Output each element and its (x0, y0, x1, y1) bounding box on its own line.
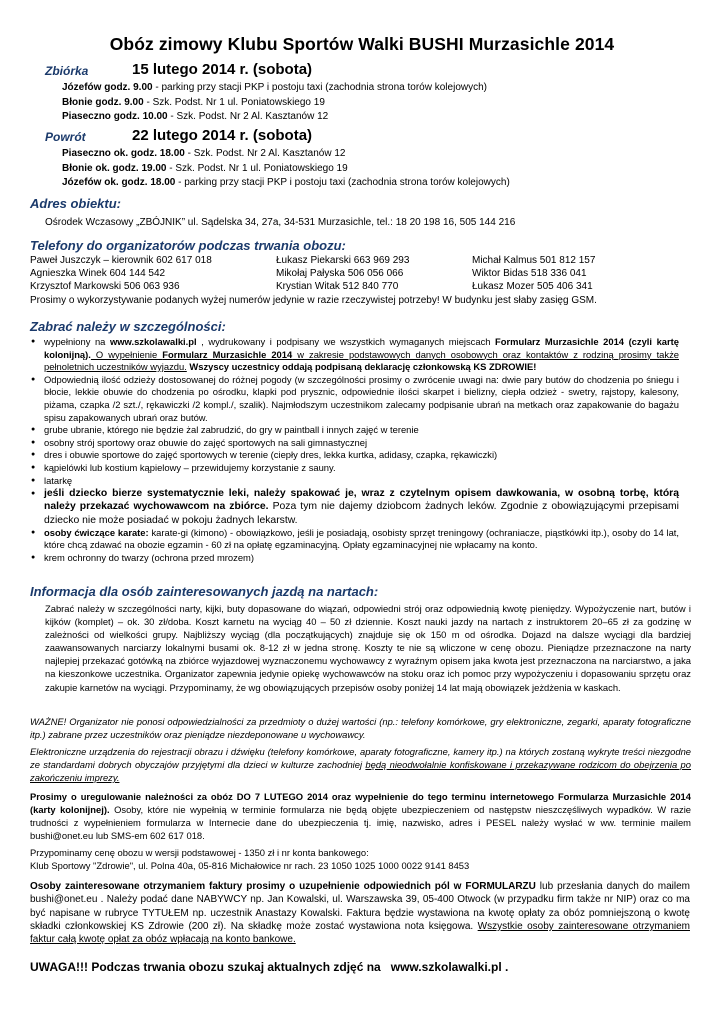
item-text: Poza tym nie dajemy dziobcom żadnych leków. Zgodnie z obowiązującymi przepisami dziecko nie może posiadać w pokoju żadnych lekarstw. (44, 501, 679, 526)
list-item: ● grube ubranie, którego nie będzie żal zabrudzić, do gry w paintball i innych zajęć w terenie (31, 424, 679, 437)
zbiorka-place: Błonie godz. 9.00 (62, 97, 144, 108)
list-item (31, 336, 679, 374)
cena-text (30, 846, 691, 872)
item-text: wypełniony na (44, 336, 110, 347)
telefony-heading: Telefony do organizatorów podczas trwania obozu: (30, 238, 346, 253)
item-text: karate-gi (kimono) - obowiązkowo, jeśli je posiadają, osobisty sprzęt treningowy (ochraniacze, piąstkówki itp.), osoby do 14 lat, które chcą zdawać na obozie egzamin - 60 zł na opłatę egzaminacyjną. Opłaty egzaminacyjnej nie wpłacamy na konto. (44, 526, 679, 551)
item-text: O wypełnienie (90, 348, 163, 360)
powrot-item (62, 148, 345, 159)
contact-entry: Łukasz Mozer 505 406 341 (472, 281, 593, 293)
zabrac-heading: Zabrać należy w szczególności: (30, 319, 226, 334)
powrot-place: Piaseczno ok. godz. 18.00 (62, 148, 185, 159)
website-link[interactable]: www.szkolawalki.pl . (390, 960, 509, 974)
item-text: w zakresie podstawowych danych osobowych oraz kontaktów z rodziną prosimy także pełnoletnich uczestników wyjazdu. (44, 348, 679, 373)
list-item: ● osobny strój sportowy oraz obuwie do zajęć sportowych na sali gimnastycznej (31, 437, 679, 450)
platnosci-text (30, 790, 691, 842)
list-item: ● latarkę (31, 475, 679, 488)
powrot-label: Powrót (45, 130, 86, 144)
item-text: UWAGA!!! Podczas trwania obozu szukaj aktualnych zdjęć na (30, 960, 381, 974)
item-text: Osoby, które nie wypełnią w terminie formularza nie będą objęte ubezpieczeniem od następstw nieszczęśliwych wypadków. W razie trudności z wypełnieniem formularza w Internecie dane do ubezpieczenia tj. imię, nazwisko, adres i PESEL należy wysłać w ww. terminie mailem bushi@onet.eu lub SMS-em 602 617 018. (30, 804, 691, 842)
item-text: Osoby zainteresowane otrzymaniem faktury prosimy o uzupełnienie odpowiednich pól w FORMULARZU (30, 881, 536, 892)
narty-text: Zabrać należy w szczególności narty, kijki, buty dopasowane do wiązań, odpowiedni strój oraz odpowiednią kwotę pieniędzy. Wypożyczenie nart, butów i kijków (komplet) – ok. 30 zł/doba. Koszt karnetu na wyciąg 40 – 50 zł dziennie. Koszt nauki jazdy na nartach z instruktorem 20–65 zł za godzinę w zależności od wielkości grupy. Najbliższy wyciąg (dla początkujących) znajduje się ok 150 m od ośrodka. Dojazd na dalsze wyciągi dla bardziej zaawansowanych narciarzy lokalnymi busami ok. 8-12 zł w jedna stronę. Koszty te nie są wliczone w cenę obozu. Pieniądze przeznaczone na narty najlepiej przekazać gotówką na zbiórce wyjazdowej wyznaczonemu wychowawcy z wyraźnym opisem jaka kwota jest przeznaczona na narciarstwo, a jaka na kieszonkowe uczestnika. Organizator zapewnia jedynie opiekę wychowawców na stoku oraz ich pomoc przy wypożyczeniu i dopasowaniu sprzętu oraz zakupie karnetów na wyciągi. Przypominamy, że wg obowiązujących przepisów osoby poniżej 14 lat mają obowiązek jeżdżenia w kaskach. (45, 603, 691, 693)
item-text: , wydrukowany i podpisany we wszystkich wymaganych miejscach (196, 336, 496, 347)
contact-entry: Wiktor Bidas 518 336 041 (472, 268, 587, 280)
item-text: Elektroniczne urządzenia do rejestracji obrazu i dźwięku (telefony komórkowe, aparaty fotograficzne, kamery itp.) na których zostaną wykryte treści niezgodne ze standardami dobrych obyczajów przyjętymi dla dzieci w kulturze zachodniej (30, 746, 691, 771)
powrot-place: Błonie ok. godz. 19.00 (62, 163, 167, 174)
zbiorka-item (62, 82, 487, 93)
zbiorka-place: Piaseczno godz. 10.00 (62, 111, 168, 122)
contact-entry: Agnieszka Winek 604 144 542 (30, 268, 166, 280)
contacts-row (30, 280, 672, 293)
contact-entry: Mikołaj Pałyska 506 056 066 (276, 268, 404, 280)
contacts-table (30, 254, 672, 307)
zbiorka-date: 15 lutego 2014 r. (sobota) (132, 61, 313, 78)
elektronika-text (30, 745, 691, 784)
wazne-text: WAŻNE! Organizator nie ponosi odpowiedzialności za przedmioty o dużej wartości (np.: telefony komórkowe, gry elektroniczne, zegarki, aparaty fotograficzne itp.) zabrane przez uczestników oraz pieniądze niezdeponowane u wychowawcy. (30, 716, 691, 741)
contacts-row (30, 254, 672, 267)
zbiorka-desc: - parking przy stacji PKP i postoju taxi (zachodnia strona torów kolejowych) (152, 82, 487, 93)
powrot-item (62, 177, 510, 188)
zbiorka-item (62, 111, 328, 122)
powrot-desc: - parking przy stacji PKP i postoju taxi (zachodnia strona torów kolejowych) (175, 177, 510, 188)
list-item (31, 527, 679, 552)
list-item: ● krem ochronny do twarzy (ochrona przed mrozem) (31, 552, 679, 565)
item-text: lub przesłania danych do mailem bushi@onet.eu . Należy podać dane NABYWCY np. Jan Kowalski, ul. Warszawska 39, 05-400 Otwock (w przypadku firm także nr NIP) oraz co ma być napisane w rubryce TYTUŁEM np. uczestnik Anastazy Kowalski. Faktura będzie wystawiona na kwotę opłaty za obóz pomniejszoną o kwotę składki członkowskiej KS Zdrowie (200 zł). Na składkę może zostać wystawiona nota księgowa. (30, 881, 690, 932)
adres-heading: Adres obiektu: (30, 196, 122, 211)
telefony-note: Prosimy o wykorzystywanie podanych wyżej numerów jedynie w razie rzeczywistej potrzeby! W budynku jest słaby zasięg GSM. (30, 294, 597, 306)
item-text: Wszyscy uczestnicy oddają podpisaną deklarację członkowską KS ZDROWIE! (186, 361, 537, 373)
list-item: ● kąpielówki lub kostium kąpielowy – przewidujemy korzystanie z sauny. (31, 462, 679, 475)
zabrac-list (31, 336, 679, 565)
narty-heading: Informacja dla osób zainteresowanych jazdą na nartach: (30, 584, 379, 599)
contact-entry: Krzysztof Markowski 506 063 936 (30, 281, 180, 293)
item-text: będą nieodwołalnie konfiskowane i przekazywane rodzicom do obejrzenia po zakończeniu imprezy. (30, 759, 691, 784)
item-text: Formularz Murzasichle 2014 (czyli kartę kolonijną). (44, 336, 679, 360)
contact-entry: Paweł Juszczyk – kierownik 602 617 018 (30, 255, 212, 266)
zbiorka-desc: - Szk. Podst. Nr 1 ul. Poniatowskiego 19 (143, 97, 325, 108)
adres-text: Ośrodek Wczasowy „ZBÓJNIK” ul. Sądelska 34, 27a, 34-531 Murzasichle, tel.: 18 20 198 16, 505 144 216 (45, 217, 516, 228)
powrot-place: Józefów ok. godz. 18.00 (62, 177, 176, 188)
contact-entry: Krystian Witak 512 840 770 (276, 281, 399, 293)
price-line: Przypominamy cenę obozu w wersji podstawowej - 1350 zł i nr konta bankowego: (30, 847, 369, 858)
item-text: jeśli dziecko bierze systematycznie leki, należy spakować je, wraz z czytelnym opisem dawkowania, w osobną torbę, którą należy przekazać wychowawcom na zbiórce. (44, 488, 679, 513)
list-item: ● dres i obuwie sportowe do zajęć sportowych w terenie (ciepły dres, lekka kurtka, adidasy, czapka, rękawiczki) (31, 449, 679, 462)
list-item: ● Odpowiednią ilość odzieży dostosowanej do różnej pogody (w szczególności prosimy o zwrócenie uwagi na: dwie pary butów do chodzenia po śniegu i błocie, lekkie obuwie do chodzenia po ośrodku, klapki pod prysznic, odpowiednie ilości skarpet i bielizny, ciepła odzież - swetry, rajstopy, kalesony, piżama, czapka /2 szt./, rękawiczki /2 kompl./, szalik). Najmłodszym uczestnikom zalecamy podpisanie ubrań na metkach oraz zapakowanie do bagażu spisu zapakowanych ubrań oraz butów. (31, 374, 679, 424)
powrot-date: 22 lutego 2014 r. (sobota) (132, 127, 313, 144)
item-text: Prosimy o uregulowanie należności za obóz DO 7 LUTEGO 2014 oraz wypełnienie do tego terminu internetowego Formularza Murzasichle 2014 (karty kolonijnej). (30, 791, 691, 816)
zbiorka-item (62, 97, 325, 108)
powrot-desc: - Szk. Podst. Nr 2 Al. Kasztanów 12 (184, 148, 346, 159)
zbiorka-label: Zbiórka (45, 64, 89, 78)
item-text: Formularz Murzasichle 2014 (162, 348, 293, 360)
document-title: Obóz zimowy Klubu Sportów Walki BUSHI Murzasichle 2014 (109, 34, 615, 54)
zbiorka-place: Józefów godz. 9.00 (62, 82, 153, 93)
item-text: osoby ćwiczące karate: (44, 526, 149, 538)
contact-entry: Michał Kalmus 501 812 157 (472, 255, 596, 266)
zbiorka-desc: - Szk. Podst. Nr 2 Al. Kasztanów 12 (167, 111, 329, 122)
bank-account-line: Klub Sportowy "Zdrowie", ul. Polna 40a, 05-816 Michałowice nr rach. 23 1050 1025 1000 0022 9141 8453 (30, 860, 470, 872)
list-item (31, 487, 679, 527)
powrot-item (62, 163, 348, 174)
powrot-desc: - Szk. Podst. Nr 1 ul. Poniatowskiego 19 (166, 163, 348, 174)
uwaga-line (30, 960, 508, 974)
contact-entry: Łukasz Piekarski 663 969 293 (276, 255, 410, 266)
contacts-row (30, 267, 672, 280)
website-link[interactable]: www.szkolawalki.pl (109, 336, 197, 347)
item-text: Wszystkie osoby zainteresowane otrzymaniem faktur całą kwotę opłat za obóz wpłacają na konto bankowe. (30, 920, 690, 946)
faktura-text (30, 880, 690, 946)
